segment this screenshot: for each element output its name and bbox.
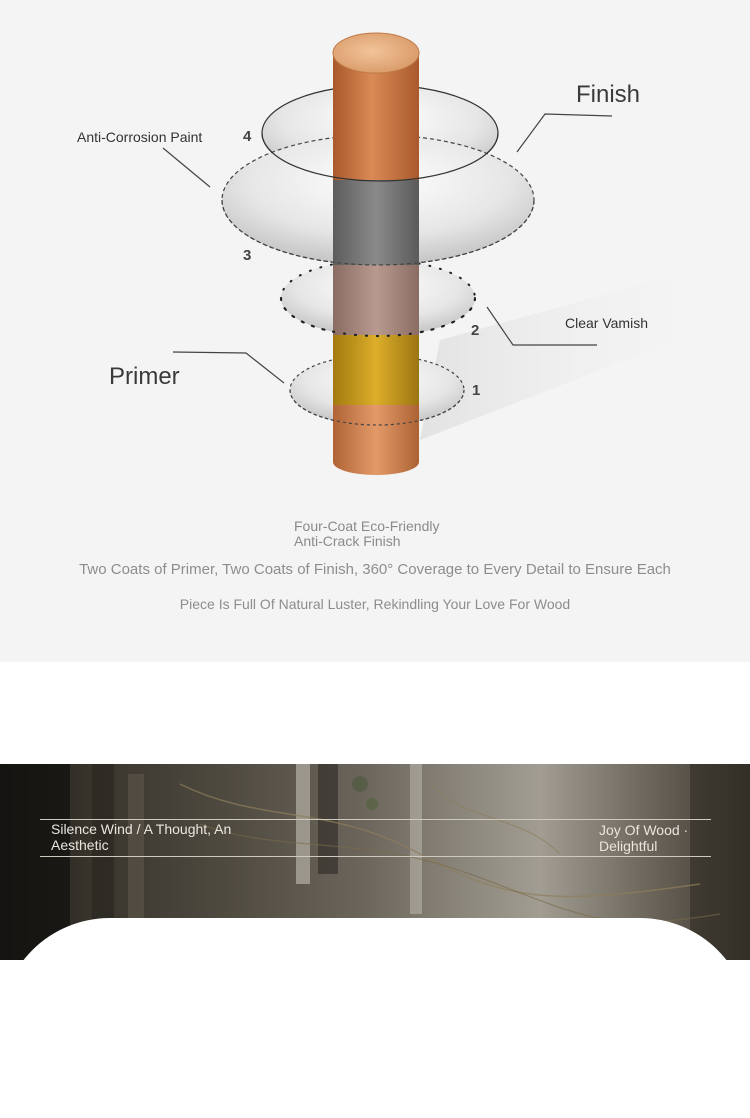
banner-right-text: Joy Of Wood · Delightful bbox=[599, 822, 689, 854]
banner-bottom-rule bbox=[40, 856, 711, 857]
coat-number-4: 4 bbox=[243, 128, 252, 145]
finish-leader-line bbox=[517, 114, 612, 152]
coat-number-3: 3 bbox=[243, 247, 252, 264]
description-line-1: Two Coats of Primer, Two Coats of Finish, 360° Coverage to Every Detail to Ensure Each bbox=[79, 561, 671, 578]
pole-yellow-layer bbox=[333, 335, 419, 407]
pole-wood-bottom bbox=[333, 405, 419, 475]
coat-number-1: 1 bbox=[472, 382, 481, 399]
finish-label: Finish bbox=[576, 81, 641, 108]
pole-mauve-layer bbox=[333, 265, 419, 337]
anti-corrosion-leader-line bbox=[163, 148, 210, 187]
coating-layers-diagram bbox=[0, 0, 750, 500]
anti-corrosion-label: Anti-Corrosion Paint bbox=[77, 129, 203, 145]
section-subtitle bbox=[294, 519, 494, 549]
subtitle-line-2: Anti-Crack Finish bbox=[294, 533, 401, 549]
primer-label: Primer bbox=[109, 363, 180, 390]
banner-top-rule bbox=[40, 819, 711, 820]
next-section-top bbox=[0, 918, 750, 1118]
primer-leader-line bbox=[173, 352, 284, 383]
subtitle-line-1: Four-Coat Eco-Friendly bbox=[294, 518, 440, 534]
banner-left-text: Silence Wind / A Thought, An Aesthetic bbox=[51, 821, 232, 853]
clear-varnish-label: Clear Vamish bbox=[565, 315, 648, 331]
coat-number-2: 2 bbox=[471, 322, 480, 339]
pole-grey-layer bbox=[333, 180, 419, 268]
description-line-2: Piece Is Full Of Natural Luster, Rekindling Your Love For Wood bbox=[179, 596, 571, 612]
pole-top-cap bbox=[333, 33, 419, 73]
